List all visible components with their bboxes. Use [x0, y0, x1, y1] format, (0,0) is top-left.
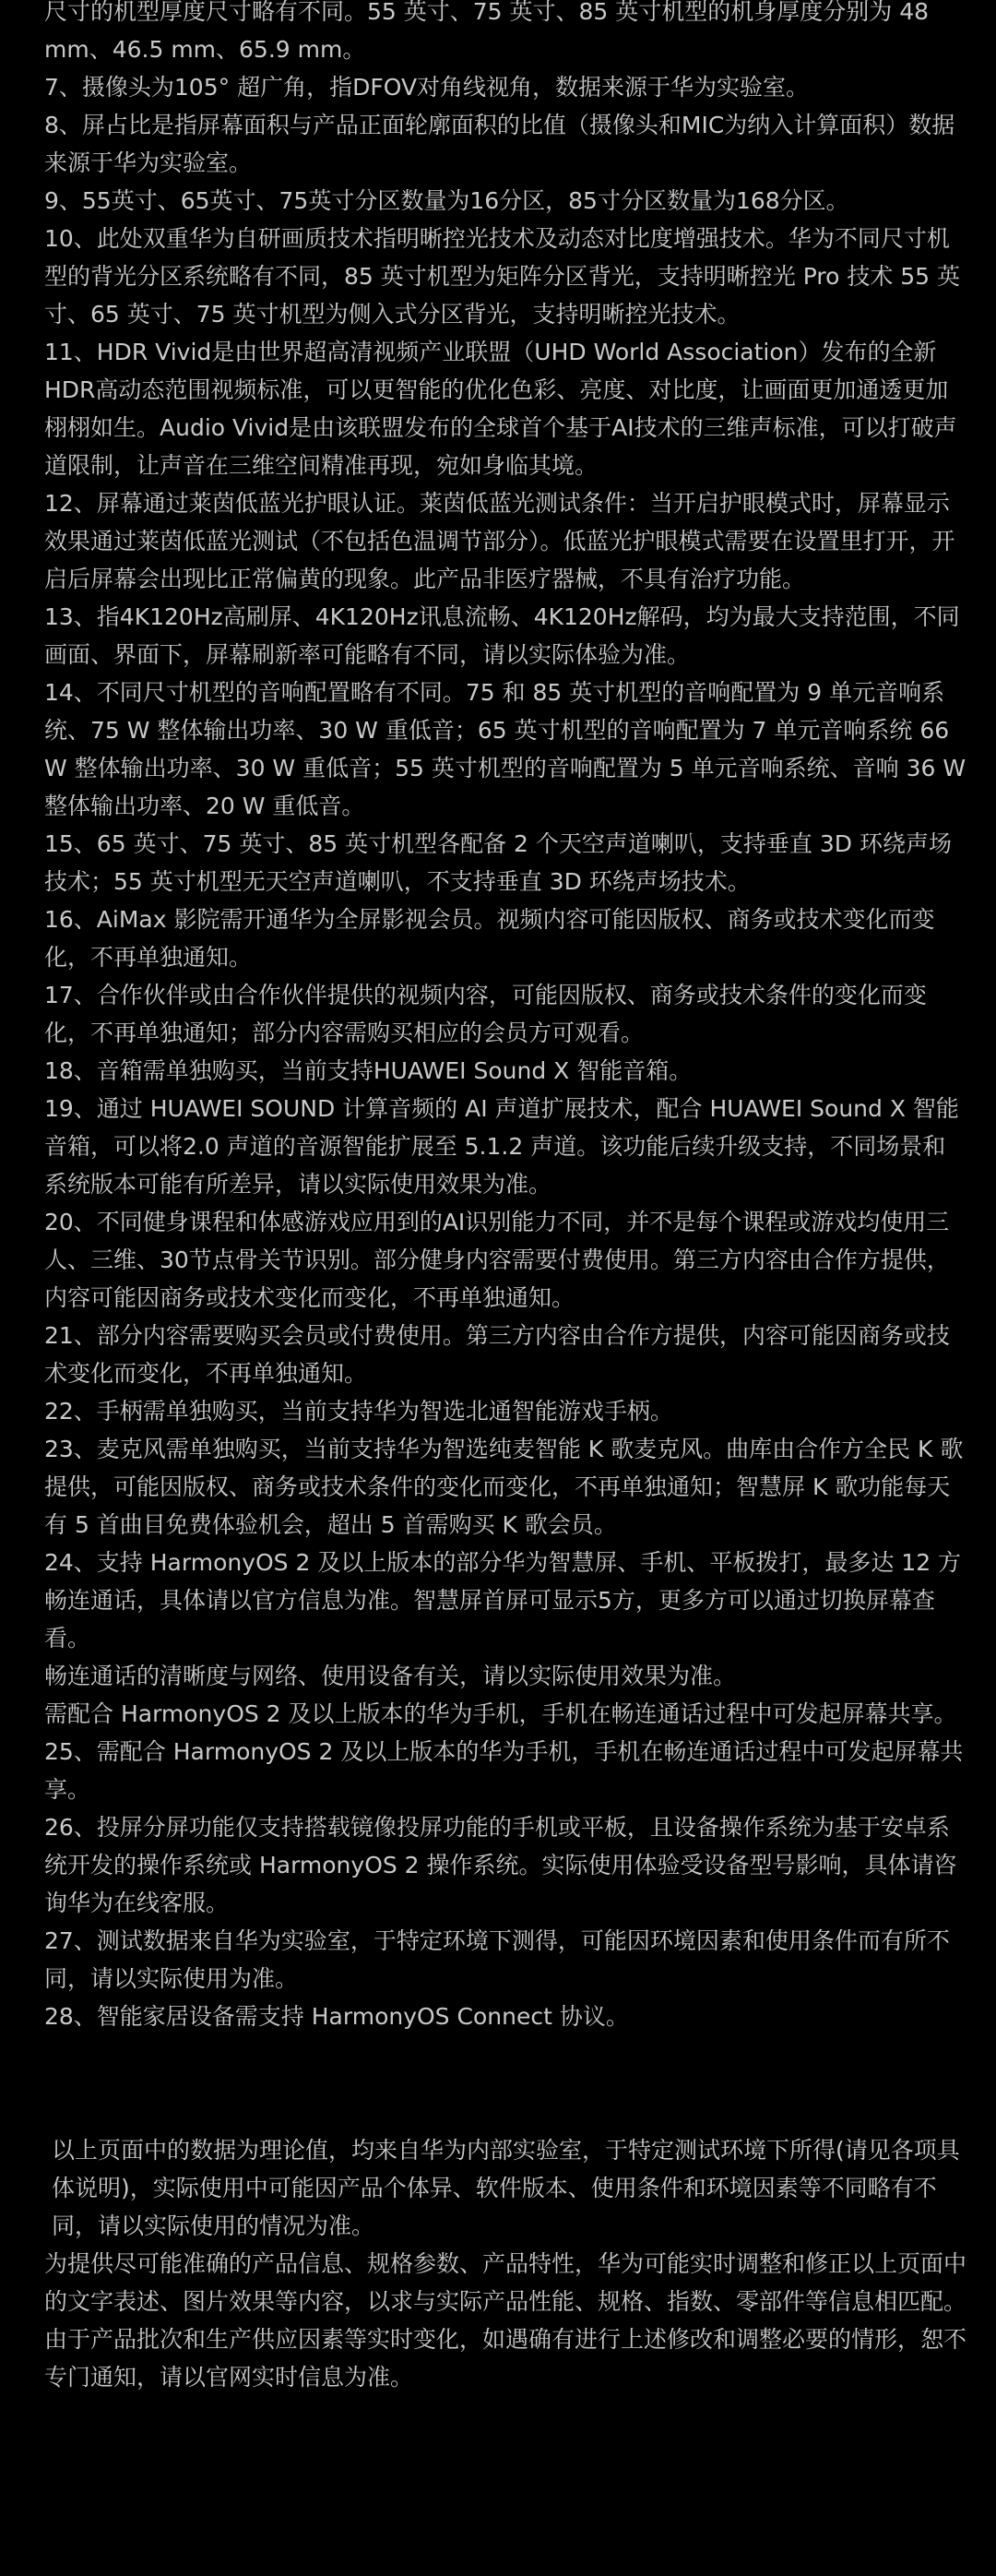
footnote-item: 24、支持 HarmonyOS 2 及以上版本的部分华为智慧屏、手机、平板拨打，最多达 12 方畅连通话，具体请以官方信息为准。智慧屏首屏可显示5方，更多方可以通过切换屏幕查看。	[44, 1549, 962, 1652]
footnote-item: 21、部分内容需要购买会员或付费使用。第三方内容由合作方提供，内容可能因商务或技术变化而变化，不再单独通知。	[44, 1322, 950, 1387]
footnote-item: 16、AiMax 影院需开通华为全屏影视会员。视频内容可能因版权、商务或技术变化而变化，不再单独通知。	[44, 906, 935, 971]
footnote-item: 17、合作伙伴或由合作伙伴提供的视频内容，可能因版权、商务或技术条件的变化而变化，不再单独通知；部分内容需购买相应的会员方可观看。	[44, 982, 927, 1046]
footnote-item: 28、智能家居设备需支持 HarmonyOS Connect 协议。	[44, 2003, 629, 2030]
footnote-item: 13、指4K120Hz高刷屏、4K120Hz讯息流畅、4K120Hz解码，均为最大支持范围，不同画面、界面下，屏幕刷新率可能略有不同，请以实际体验为准。	[44, 603, 960, 668]
footnote-item: 25、需配合 HarmonyOS 2 及以上版本的华为手机，手机在畅连通话过程中可发起屏幕共享。	[44, 1738, 964, 1803]
footnote-item: 畅连通话的清晰度与网络、使用设备有关，请以实际使用效果为准。	[44, 1663, 737, 1689]
footnote-item: 27、测试数据来自华为实验室，于特定环境下测得，可能因环境因素和使用条件而有所不同，请以实际使用为准。	[44, 1927, 950, 1992]
footnote-item: 20、不同健身课程和体感游戏应用到的AI识别能力不同，并不是每个课程或游戏均使用三人、三维、30节点骨关节识别。部分健身内容需要付费使用。第三方内容由合作方提供，内容可能因商务或技术变化而变化，不再单独通知。	[44, 1209, 950, 1311]
footnote-item: 18、音箱需单独购买，当前支持HUAWEI Sound X 智能音箱。	[44, 1057, 693, 1084]
footnote-item: 12、屏幕通过莱茵低蓝光护眼认证。莱茵低蓝光测试条件：当开启护眼模式时，屏幕显示效果通过莱茵低蓝光测试（不包括色温调节部分）。低蓝光护眼模式需要在设置里打开，开启后屏幕会出现比正常偏黄的现象。此产品非医疗器械，不具有治疗功能。	[44, 490, 955, 592]
footnote-item: 10、此处双重华为自研画质技术指明晰控光技术及动态对比度增强技术。华为不同尺寸机型的背光分区系统略有不同，85 英寸机型为矩阵分区背光，支持明晰控光 Pro 技术 55 英寸、65 英寸、75 英寸机型为侧入式分区背光，支持明晰控光技术。	[44, 225, 961, 328]
disclaimer-section	[44, 2131, 966, 2396]
footnote-item: 15、65 英寸、75 英寸、85 英寸机型各配备 2 个天空声道喇叭，支持垂直 3D 环绕声场技术；55 英寸机型无天空声道喇叭，不支持垂直 3D 环绕声场技术。	[44, 830, 952, 895]
footnote-item: 9、55英寸、65英寸、75英寸分区数量为16分区，85寸分区数量为168分区。	[44, 187, 849, 214]
footnote-item: 需配合 HarmonyOS 2 及以上版本的华为手机，手机在畅连通话过程中可发起屏幕共享。	[44, 1700, 957, 1727]
footnote-item: 尺寸的机型厚度尺寸略有不同。55 英寸、75 英寸、85 英寸机型的机身厚度分别为 48 mm、46.5 mm、65.9 mm。	[44, 0, 930, 63]
disclaimer-paragraph: 为提供尽可能准确的产品信息、规格参数、产品特性，华为可能实时调整和修正以上页面中的文字表述、图片效果等内容，以求与实际产品性能、规格、指数、零部件等信息相匹配。由于产品批次和生产供应因素等实时变化，如遇确有进行上述修改和调整必要的情形，恕不专门通知，请以官网实时信息为准。	[44, 2250, 967, 2391]
footnotes-list	[44, 0, 966, 2035]
footnote-item: 7、摄像头为105° 超广角，指DFOV对角线视角，数据来源于华为实验室。	[44, 74, 810, 101]
disclaimer-paragraph: 以上页面中的数据为理论值，均来自华为内部实验室，于特定测试环境下所得(请见各项具体说明)，实际使用中可能因产品个体异、软件版本、使用条件和环境因素等不同略有不同，请以实际使用的情况为准。	[52, 2137, 960, 2239]
footnote-item: 23、麦克风需单独购买，当前支持华为智选纯麦智能 K 歌麦克风。曲库由合作方全民 K 歌提供，可能因版权、商务或技术条件的变化而变化，不再单独通知；智慧屏 K 歌功能每天有 5 首曲目免费体验机会，超出 5 首需购买 K 歌会员。	[44, 1436, 964, 1538]
footnote-item: 19、通过 HUAWEI SOUND 计算音频的 AI 声道扩展技术，配合 HUAWEI Sound X 智能音箱，可以将2.0 声道的音源智能扩展至 5.1.2 声道。该功能后续升级支持，不同场景和系统版本可能有所差异，请以实际使用效果为准。	[44, 1095, 959, 1198]
footnote-item: 26、投屏分屏功能仅支持搭载镜像投屏功能的手机或平板，且设备操作系统为基于安卓系统开发的操作系统或 HarmonyOS 2 操作系统。实际使用体验受设备型号影响，具体请咨询华为在线客服。	[44, 1814, 957, 1916]
footnote-item: 8、屏占比是指屏幕面积与产品正面轮廓面积的比值（摄像头和MIC为纳入计算面积）数据来源于华为实验室。	[44, 112, 955, 176]
footnote-item: 14、不同尺寸机型的音响配置略有不同。75 和 85 英寸机型的音响配置为 9 单元音响系统、75 W 整体输出功率、30 W 重低音；65 英寸机型的音响配置为 7 单元音响系统 66 W 整体输出功率、30 W 重低音；55 英寸机型的音响配置为 5 单元音响系统、音响 36 W 整体输出功率、20 W 重低音。	[44, 679, 966, 819]
footnote-item: 11、HDR Vivid是由世界超高清视频产业联盟（UHD World Association）发布的全新HDR高动态范围视频标准，可以更智能的优化色彩、亮度、对比度，让画面更加通透更加栩栩如生。Audio Vivid是由该联盟发布的全球首个基于AI技术的三维声标准，可以打破声道限制，让声音在三维空间精准再现，宛如身临其境。	[44, 339, 957, 479]
footnote-item: 22、手柄需单独购买，当前支持华为智选北通智能游戏手柄。	[44, 1398, 673, 1425]
